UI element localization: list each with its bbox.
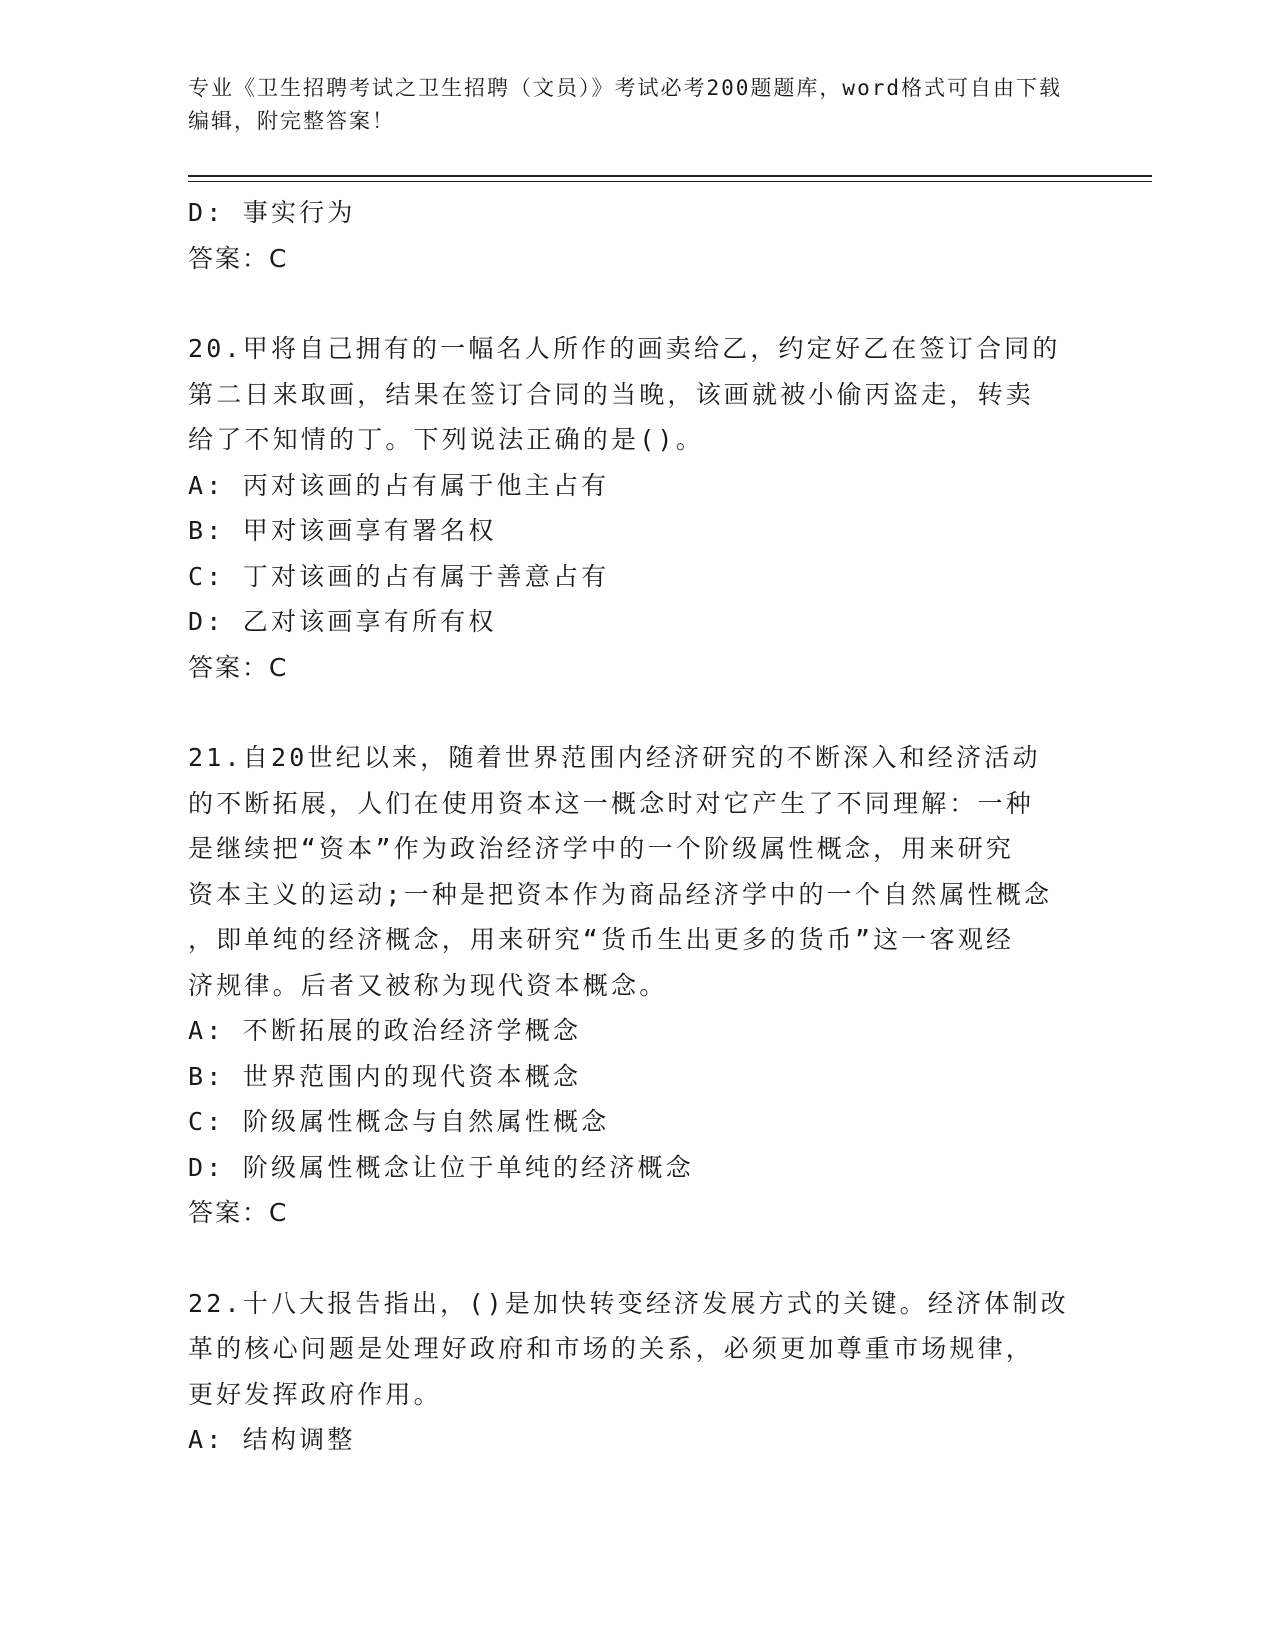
question-20	[188, 326, 1078, 690]
spacer	[188, 281, 1078, 326]
q20-stem-line-2: 第二日来取画，结果在签订合同的当晚，该画就被小偷丙盗走，转卖	[188, 379, 1035, 409]
q20-option-b: B: 甲对该画享有署名权	[188, 516, 497, 545]
q21-answer: 答案：C	[188, 1198, 289, 1227]
q21-stem-line-2: 的不断拓展，人们在使用资本这一概念时对它产生了不同理解：一种	[188, 788, 1035, 818]
q21-option-a: A: 不断拓展的政治经济学概念	[188, 1016, 582, 1045]
q20-option-c: C: 丁对该画的占有属于善意占有	[188, 561, 610, 591]
q22-stem-line-1: 22.十八大报告指出，()是加快转变经济发展方式的关键。经济体制改	[188, 1288, 1069, 1318]
q21-stem-line-1: 21.自20世纪以来，随着世界范围内经济研究的不断深入和经济活动	[188, 743, 1041, 772]
q20-option-a: A: 丙对该画的占有属于他主占有	[188, 470, 610, 500]
q22-stem-line-2: 革的核心问题是处理好政府和市场的关系，必须更加尊重市场规律，	[188, 1334, 1035, 1363]
q21-option-d: D: 阶级属性概念让位于单纯的经济概念	[188, 1152, 694, 1182]
q22-option-a: A: 结构调整	[188, 1425, 356, 1454]
q22-stem-line-3: 更好发挥政府作用。	[188, 1379, 442, 1409]
q21-stem-line-5: ，即单纯的经济概念，用来研究“货币生出更多的货币”这一客观经	[188, 925, 1015, 954]
question-22	[188, 1281, 1078, 1463]
q20-option-d: D: 乙对该画享有所有权	[188, 607, 497, 636]
q21-stem-line-4: 资本主义的运动;一种是把资本作为商品经济学中的一个自然属性概念	[188, 879, 1053, 909]
q20-answer: 答案：C	[188, 652, 289, 682]
questions-content	[188, 190, 1078, 1463]
q20-stem-line-3: 给了不知情的丁。下列说法正确的是()。	[188, 425, 704, 454]
q21-option-b: B: 世界范围内的现代资本概念	[188, 1061, 582, 1091]
q20-stem-line-1: 20.甲将自己拥有的一幅名人所作的画卖给乙，约定好乙在签订合同的	[188, 334, 1061, 363]
q21-stem-line-3: 是继续把“资本”作为政治经济学中的一个阶级属性概念，用来研究	[188, 834, 1015, 863]
spacer	[188, 690, 1078, 735]
question-21	[188, 735, 1078, 1236]
prev-option-d: D: 事实行为	[188, 198, 356, 227]
spacer	[188, 1236, 1078, 1281]
page-header: 专业《卫生招聘考试之卫生招聘（文员）》考试必考200题题库，word格式可自由下载编辑，附完整答案！	[188, 76, 1062, 133]
q21-option-c: C: 阶级属性概念与自然属性概念	[188, 1107, 610, 1136]
header-rule-thin	[188, 181, 1152, 182]
header-rule-thick	[188, 175, 1152, 177]
prev-answer: 答案：C	[188, 243, 289, 273]
q21-stem-line-6: 济规律。后者又被称为现代资本概念。	[188, 970, 668, 1000]
